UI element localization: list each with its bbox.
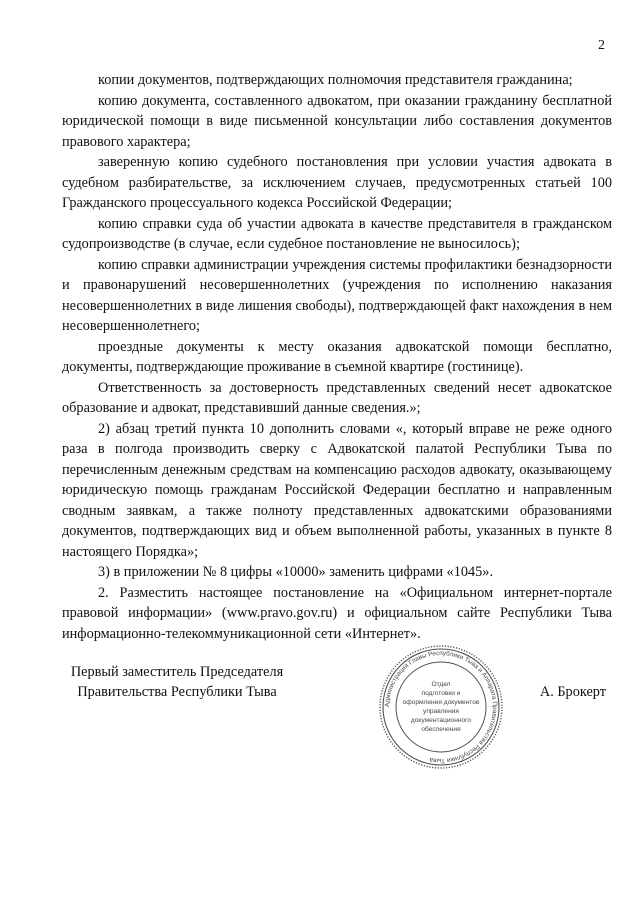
stamp-center-line: управления bbox=[423, 708, 459, 715]
stamp-center-line: подготовки и bbox=[421, 690, 461, 697]
paragraph: Ответственность за достоверность представленных сведений несет адвокатское образование и адвокат, представивший данные сведения.»; bbox=[62, 379, 612, 416]
signer-title-line: Первый заместитель Председателя bbox=[70, 664, 284, 680]
signer-title-line: Правительства Республики Тыва bbox=[77, 684, 277, 700]
signature-block bbox=[62, 649, 612, 772]
signer-name: А. Брокерт bbox=[539, 684, 606, 700]
paragraph: копию документа, составленного адвокатом, при оказании гражданину бесплатной юридической помощи в виде письменной консультации либо составления документов правового характера; bbox=[62, 92, 612, 150]
document-body bbox=[62, 70, 612, 644]
paragraph: 3) в приложении № 8 цифры «10000» заменить цифрами «1045». bbox=[98, 564, 494, 580]
stamp-ring-text: Администрация Главы Республики Тыва и Аппарата Правительства Республики Тыва bbox=[383, 649, 499, 765]
paragraph: 2. Разместить настоящее постановление на «Официальном интернет-портале правовой информации» (www.pravo.gov.ru) и официальном сайте Республики Тыва информационно-телекоммуникационной сети «Интернет». bbox=[62, 584, 612, 642]
signer-title bbox=[62, 662, 292, 702]
paragraph: копию справки суда об участии адвоката в качестве представителя в гражданском судопроизводстве (в случае, если судебное постановление не выносилось); bbox=[62, 215, 612, 252]
stamp-center-line: Отдел bbox=[431, 681, 451, 688]
paragraph: заверенную копию судебного постановления при условии участия адвоката в судебном разбирательстве, за исключением случаев, предусмотренных статьей 100 Гражданского процессуального кодекса Российской Федерации; bbox=[62, 154, 612, 211]
stamp-center-line: документационного bbox=[410, 717, 472, 724]
official-stamp bbox=[376, 642, 506, 772]
paragraph: проездные документы к месту оказания адвокатской помощи бесплатно, документы, подтверждающие проживание в съемной квартире (гостинице). bbox=[62, 338, 612, 375]
svg-text:Администрация Главы Республики bbox=[384, 649, 498, 764]
paragraph: 2) абзац третий пункта 10 дополнить словами «, который вправе не реже одного раза в полгода производить сверку с Адвокатской палатой Республики Тыва по перечисленным денежным средствам на компенсацию расходов адвокату, оказывающему юридическую помощь гражданам Российской Федерации бесплатно и направленным сводным заявкам, а также полноту представленных адвокатскими образованиями документов, подтверждающих вид и объем выполненной работы, указанных в пункте 8 настоящего Порядка»; bbox=[62, 420, 612, 560]
paragraph: копии документов, подтверждающих полномочия представителя гражданина; bbox=[98, 72, 573, 88]
page-number: 2 bbox=[598, 38, 605, 53]
stamp-center-line: оформления документов bbox=[402, 699, 480, 706]
paragraph: копию справки администрации учреждения системы профилактики безнадзорности и правонарушений несовершеннолетних (учреждения по исполнению наказания несовершеннолетних в виде лишения свободы), подтверждающей факт нахождения в нем несовершеннолетнего; bbox=[62, 256, 612, 334]
stamp-center-line: обеспечения bbox=[421, 726, 461, 733]
